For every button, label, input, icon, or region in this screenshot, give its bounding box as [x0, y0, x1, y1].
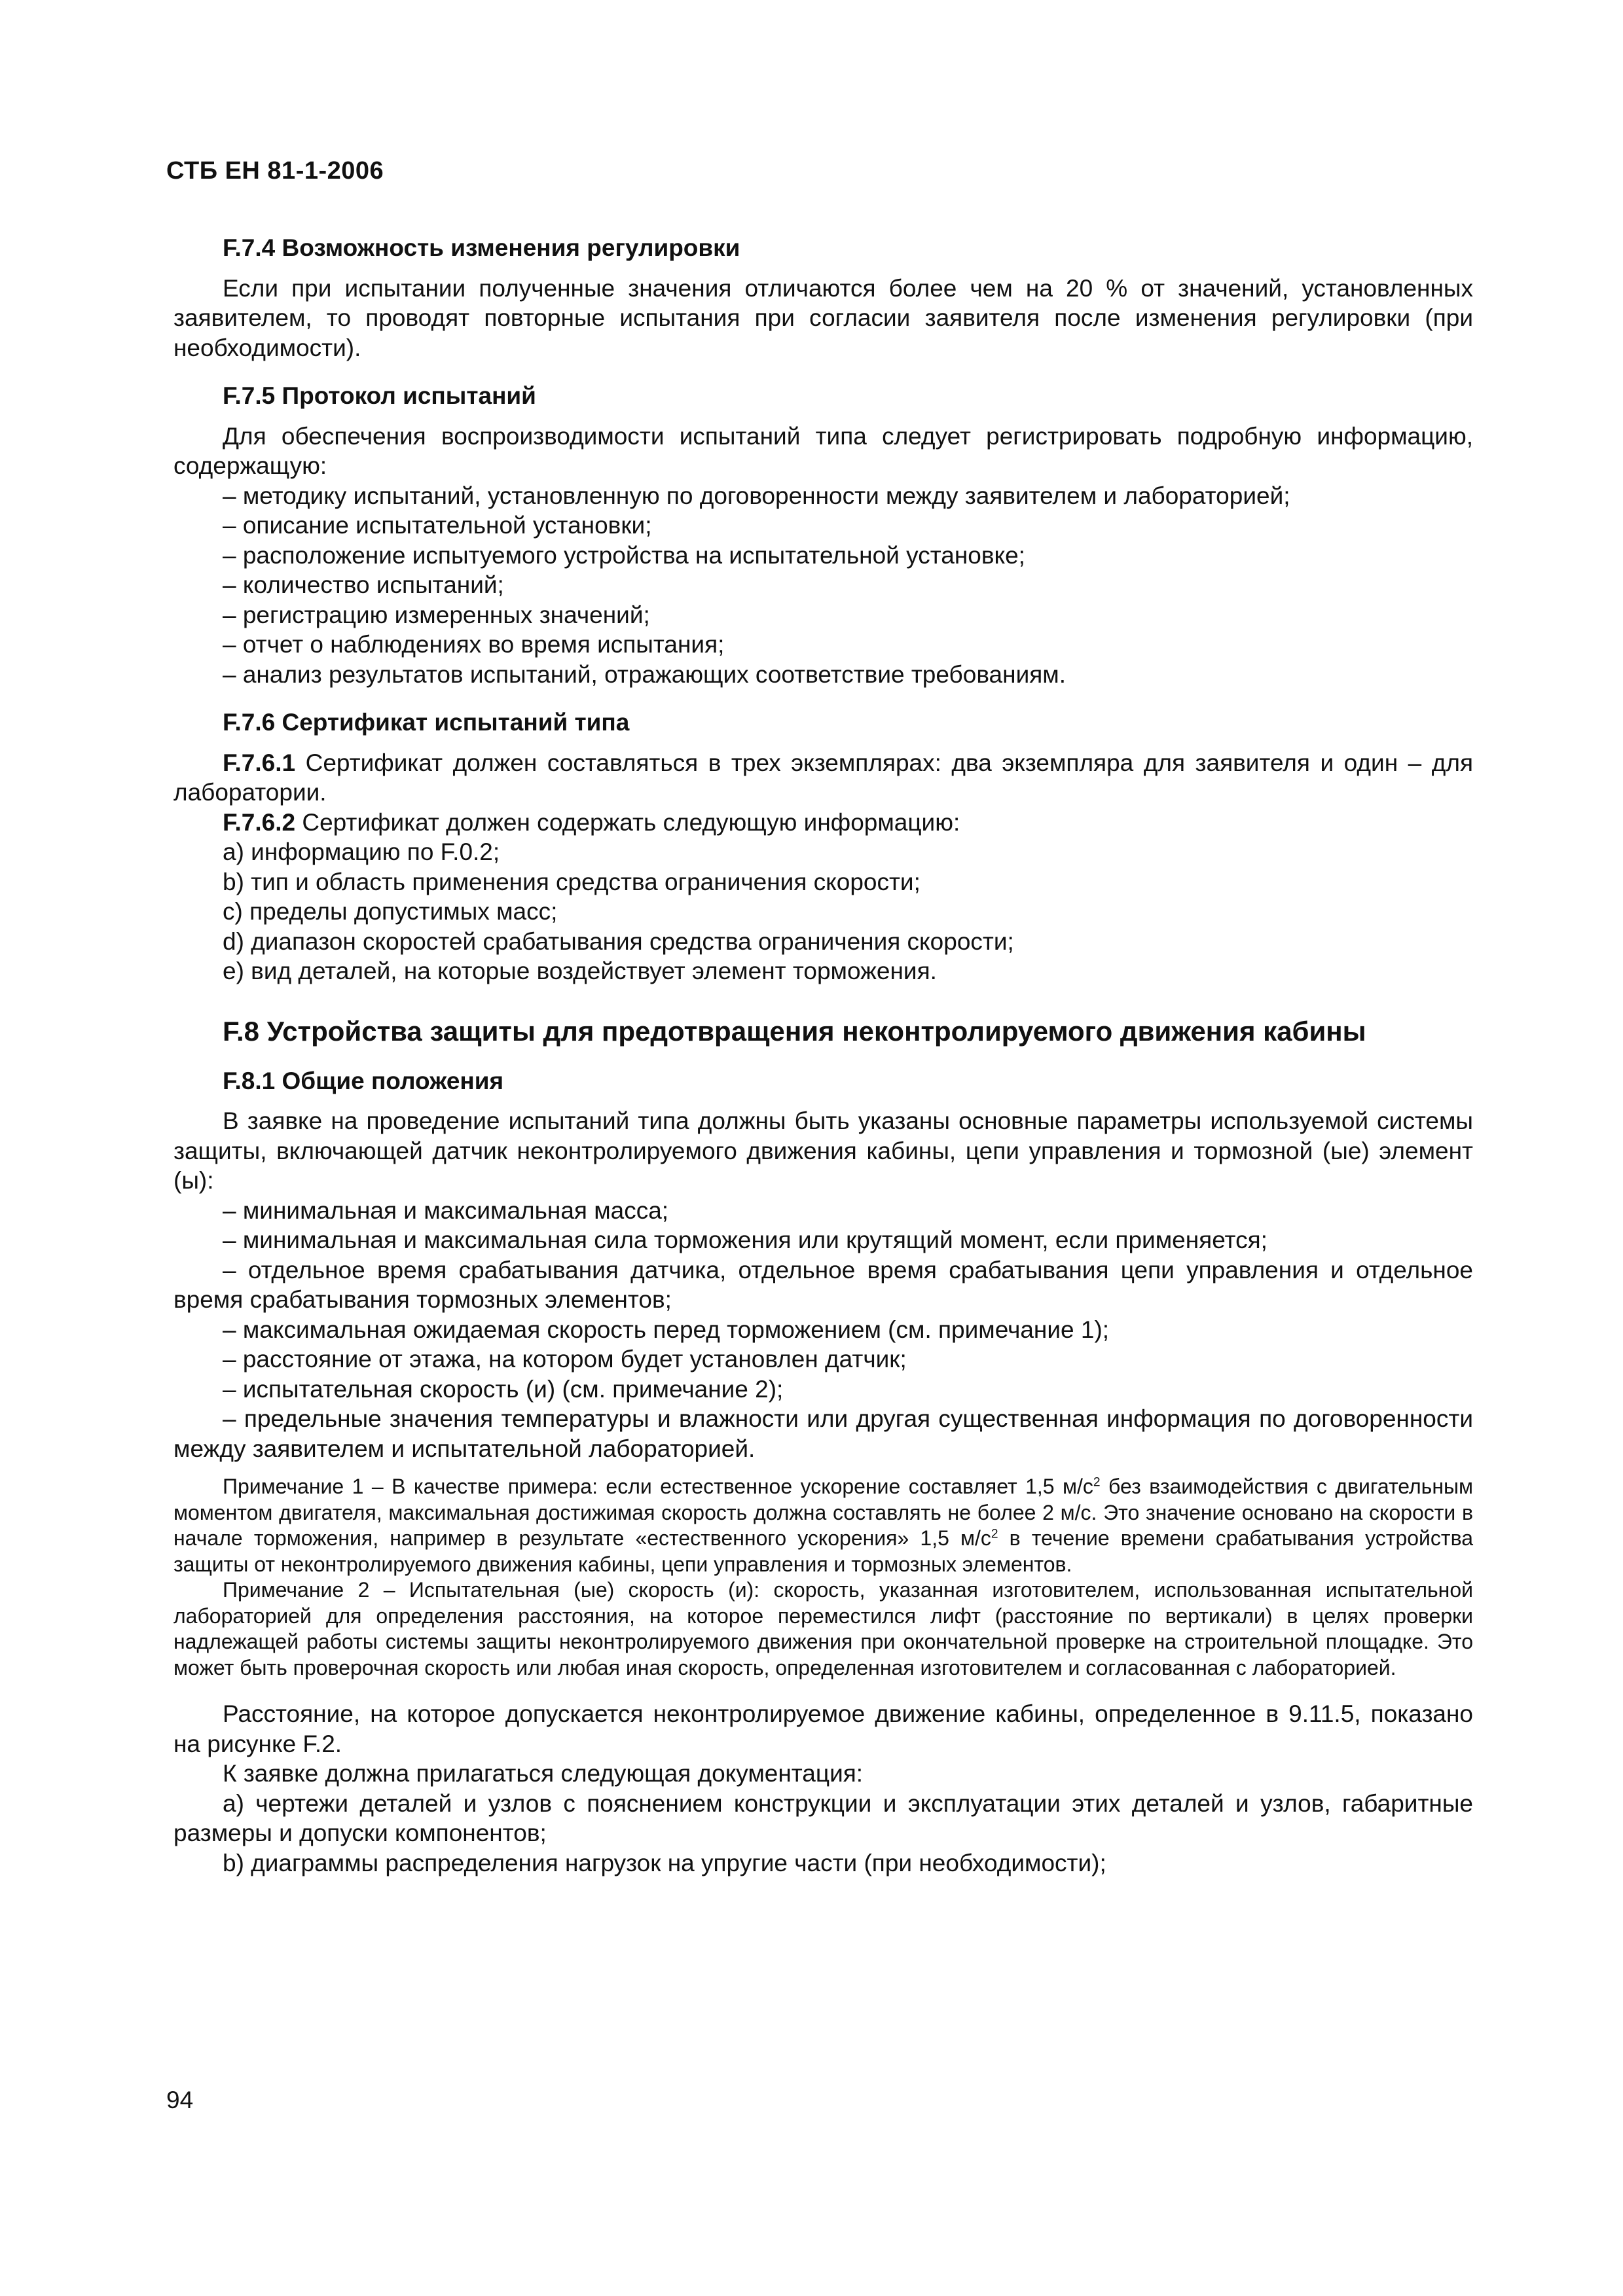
note-1	[173, 1474, 1473, 1577]
f81-list-item: – отдельное время срабатывания датчика, отдельное время срабатывания цепи управления и отдельное время срабатывания тормозных элементов;	[173, 1256, 1473, 1313]
f76-list-item: a) информацию по F.0.2;	[223, 838, 500, 865]
clause-text: Сертификат должен содержать следующую информацию:	[295, 808, 960, 836]
f74-paragraph: Если при испытании полученные значения отличаются более чем на 20 % от значений, установленных заявителем, то проводят повторные испытания при согласии заявителя после изменения регулировки (при необходимости).	[173, 274, 1473, 361]
distance-paragraph: Расстояние, на которое допускается неконтролируемое движение кабины, определенное в 9.11.5, показано на рисунке F.2.	[173, 1700, 1473, 1757]
section-title-f75: F.7.5 Протокол испытаний	[223, 382, 536, 409]
page-number: 94	[166, 2087, 194, 2113]
section-title-f8: F.8 Устройства защиты для предотвращения неконтролируемого движения кабины	[223, 1015, 1366, 1047]
f81-list-item: – минимальная и максимальная сила торможения или крутящий момент, если применяется;	[223, 1227, 1267, 1253]
note-2: Примечание 2 – Испытательная (ые) скорость (и): скорость, указанная изготовителем, использованная испытательной лабораторией для определения расстояния, на которое переместился лифт (расстояние по вертикали) в целях проверки надлежащей работы системы защиты неконтролируемого движения при окончательной проверке на строительной площадке. Это может быть проверочная скорость или любая иная скорость, определенная изготовителем и согласованная с лабораторией.	[173, 1578, 1473, 1679]
page-content	[173, 233, 1473, 1878]
docs-list-item: b) диаграммы распределения нагрузок на упругие части (при необходимости);	[223, 1849, 1106, 1876]
f76-list-item: c) пределы допустимых масс;	[223, 898, 558, 925]
f81-list-item: – расстояние от этажа, на котором будет установлен датчик;	[223, 1346, 907, 1372]
f75-list-item: – отчет о наблюдениях во время испытания;	[223, 631, 725, 658]
clause-text: Сертификат должен составляться в трех экземплярах: два экземпляра для заявителя и один – для лаборатории.	[173, 749, 1473, 806]
clause-number: F.7.6.2	[223, 808, 296, 836]
f75-list-item: – расположение испытуемого устройства на испытательной установке;	[223, 541, 1025, 569]
superscript: 2	[991, 1527, 998, 1541]
docs-list-item: a) чертежи деталей и узлов с пояснением конструкции и эксплуатации этих деталей и узлов, габаритные размеры и допуски компонентов;	[173, 1789, 1473, 1846]
f75-list-item: – описание испытательной установки;	[223, 512, 652, 539]
note-1-text: в течение времени срабатывания устройства защиты от неконтролируемого движения кабины, цепи управления и тормозных элементов.	[173, 1526, 1473, 1576]
note-1-text: Примечание 1 – В качестве примера: если естественное ускорение составляет 1,5 м/с	[223, 1475, 1093, 1498]
f75-list-item: – методику испытаний, установленную по договоренности между заявителем и лабораторией;	[223, 482, 1290, 509]
f81-list-item: – предельные значения температуры и влажности или другая существенная информация по договоренности между заявителем и испытательной лабораторией.	[173, 1405, 1473, 1462]
f75-list-item: – анализ результатов испытаний, отражающих соответствие требованиям.	[223, 660, 1066, 688]
f81-list-item: – испытательная скорость (и) (см. примечание 2);	[223, 1375, 784, 1403]
f81-list-item: – минимальная и максимальная масса;	[223, 1196, 669, 1224]
superscript: 2	[1093, 1475, 1101, 1490]
f76-paragraph-1	[173, 748, 1473, 808]
f75-list-item: – регистрацию измеренных значений;	[223, 601, 650, 628]
f76-list-item: d) диапазон скоростей срабатывания средства ограничения скорости;	[223, 927, 1014, 955]
docs-intro: К заявке должна прилагаться следующая документация:	[223, 1760, 864, 1787]
f75-list-item: – количество испытаний;	[223, 571, 504, 598]
section-title-f81: F.8.1 Общие положения	[223, 1067, 504, 1094]
f81-intro: В заявке на проведение испытаний типа должны быть указаны основные параметры используемой системы защиты, включающей датчик неконтролируемого движения кабины, цепи управления и тормозной (ые) элемент (ы):	[173, 1107, 1473, 1194]
f76-paragraph-2	[173, 808, 1473, 838]
f81-list-item: – максимальная ожидаемая скорость перед торможением (см. примечание 1);	[223, 1316, 1110, 1343]
f76-list-item: b) тип и область применения средства ограничения скорости;	[223, 868, 921, 895]
f75-intro: Для обеспечения воспроизводимости испытаний типа следует регистрировать подробную информацию, содержащую:	[173, 422, 1473, 479]
f76-list-item: e) вид деталей, на которые воздействует элемент торможения.	[223, 958, 937, 984]
note-1-text: без взаимодействия с двигательным моментом двигателя, максимальная достижимая скорость должна составлять не более 2 м/с. Это значение основано на скорости в начале торможения, например в результате «естественного ускорения» 1,5 м/с	[173, 1475, 1474, 1550]
section-title-f76: F.7.6 Сертификат испытаний типа	[223, 709, 630, 736]
document-id-header: СТБ ЕН 81-1-2006	[166, 157, 384, 185]
section-title-f74: F.7.4 Возможность изменения регулировки	[223, 234, 740, 261]
clause-number: F.7.6.1	[223, 749, 296, 776]
